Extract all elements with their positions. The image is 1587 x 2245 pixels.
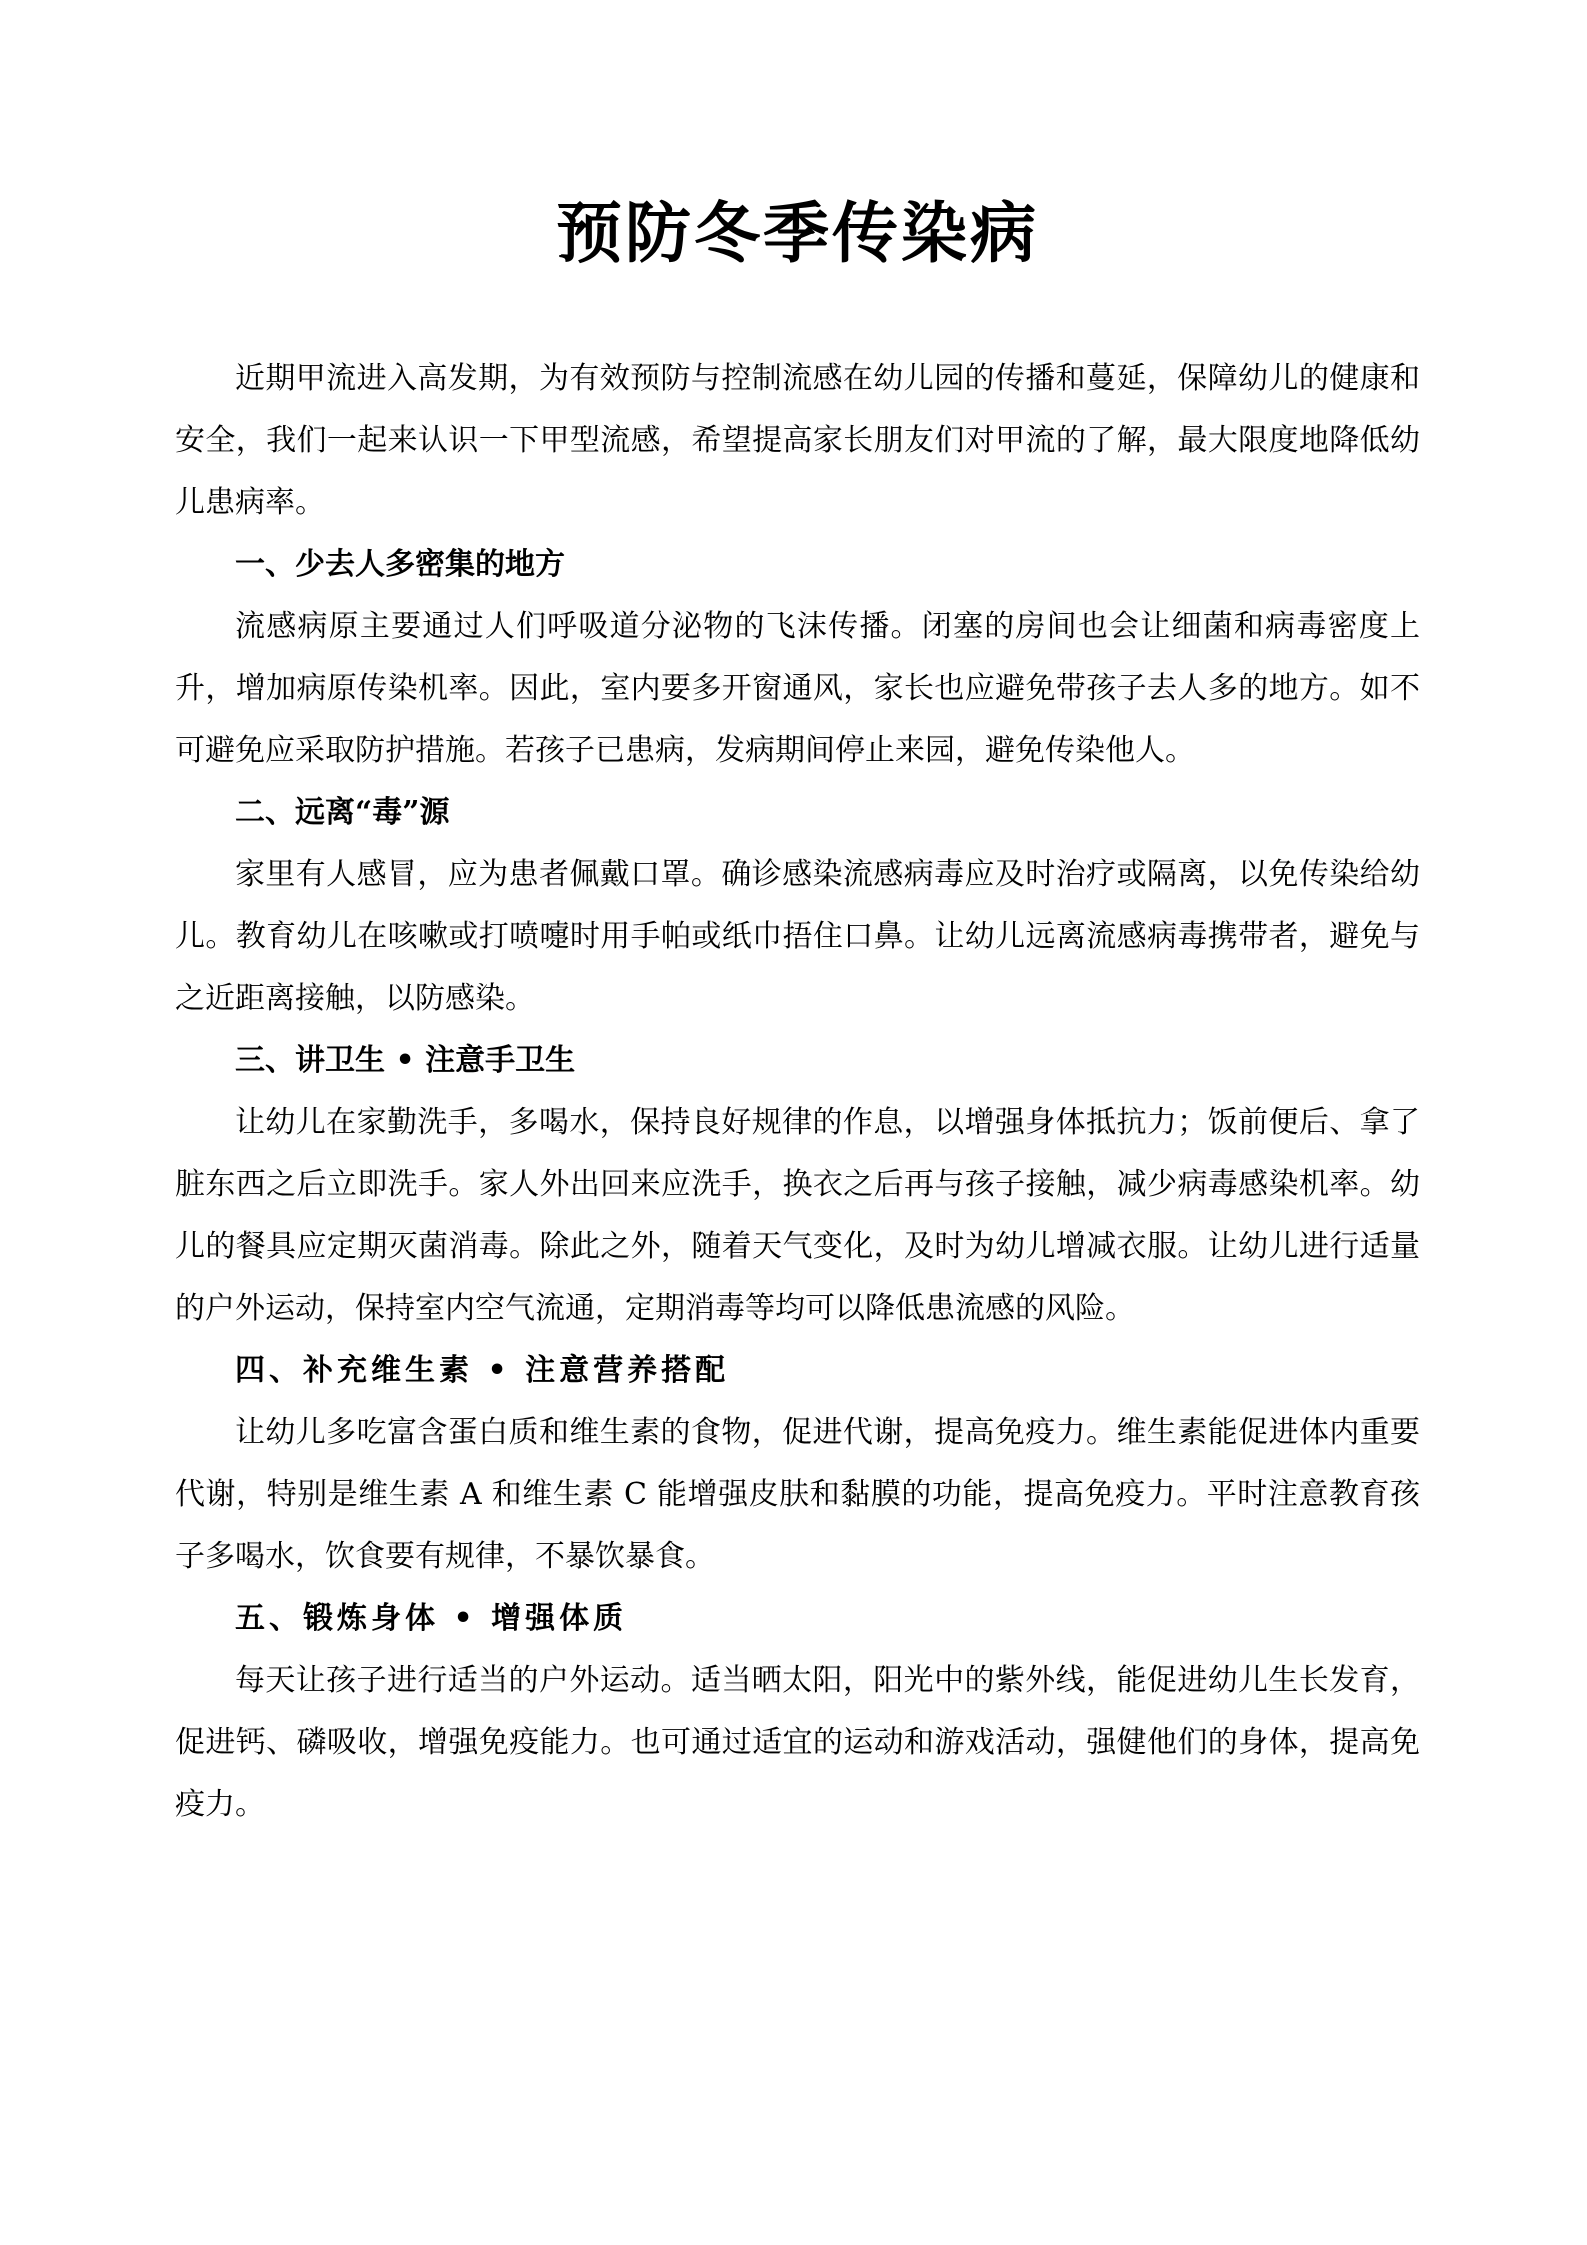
section-1-heading: 一、少去人多密集的地方: [235, 547, 565, 582]
section-4-heading: 四、补充维生素 • 注意营养搭配: [235, 1353, 730, 1388]
section-3-body: 让幼儿在家勤洗手，多喝水，保持良好规律的作息，以增强身体抵抗力；饭前便后、拿了脏东西之后立即洗手。家人外出回来应洗手，换衣之后再与孩子接触，减少病毒感染机率。幼儿的餐具应定期灭菌消毒。除此之外，随着天气变化，及时为幼儿增减衣服。让幼儿进行适量的户外运动，保持室内空气流通，定期消毒等均可以降低患流感的风险。: [175, 1105, 1420, 1326]
section-3-heading: 三、讲卫生 • 注意手卫生: [235, 1043, 576, 1078]
document-page: [175, 194, 1420, 1836]
section-4-body: 让幼儿多吃富含蛋白质和维生素的食物，促进代谢，提高免疫力。维生素能促进体内重要代谢，特别是维生素 A 和维生素 C 能增强皮肤和黏膜的功能，提高免疫力。平时注意教育孩子多喝水，饮食要有规律，不暴饮暴食。: [175, 1415, 1420, 1574]
intro-paragraph: 近期甲流进入高发期，为有效预防与控制流感在幼儿园的传播和蔓延，保障幼儿的健康和安全，我们一起来认识一下甲型流感，希望提高家长朋友们对甲流的了解，最大限度地降低幼儿患病率。: [175, 361, 1420, 520]
section-1-body: 流感病原主要通过人们呼吸道分泌物的飞沫传播。闭塞的房间也会让细菌和病毒密度上升，增加病原传染机率。因此，室内要多开窗通风，家长也应避免带孩子去人多的地方。如不可避免应采取防护措施。若孩子已患病，发病期间停止来园，避免传染他人。: [175, 609, 1420, 768]
section-5-body: 每天让孩子进行适当的户外运动。适当晒太阳，阳光中的紫外线，能促进幼儿生长发育，促进钙、磷吸收，增强免疫能力。也可通过适宜的运动和游戏活动，强健他们的身体，提高免疫力。: [175, 1663, 1420, 1822]
page-title: 预防冬季传染病: [556, 194, 1039, 272]
section-2-body: 家里有人感冒，应为患者佩戴口罩。确诊感染流感病毒应及时治疗或隔离，以免传染给幼儿。教育幼儿在咳嗽或打喷嚏时用手帕或纸巾捂住口鼻。让幼儿远离流感病毒携带者，避免与之近距离接触，以防感染。: [175, 857, 1420, 1016]
section-5-heading: 五、锻炼身体 • 增强体质: [235, 1601, 628, 1636]
section-2-heading: 二、远离“毒”源: [235, 795, 450, 830]
